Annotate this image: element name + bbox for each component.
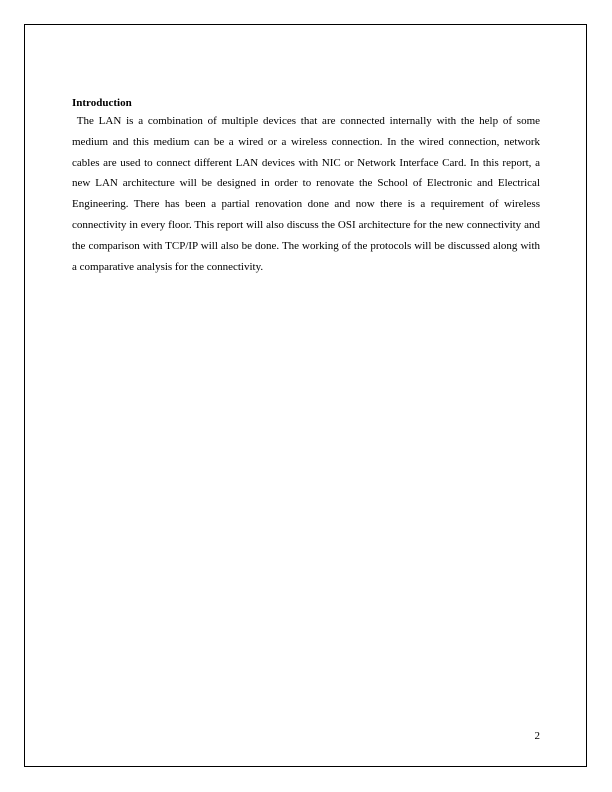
introduction-paragraph: The LAN is a combination of multiple devices that are connected internally with the help of some medium and this medium can be a wired or a wireless connection. In the wired connection, network cables are used to connect different LAN devices with NIC or Network Interface Card. In this report, a new LAN architecture will be designed in order to renovate the School of Electronic and Electrical Engineering. There has been a partial renovation done and now there is a requirement of wireless connectivity in every floor. This report will also discuss the OSI architecture for the new connectivity and the comparison with TCP/IP will also be done. The working of the protocols will be discussed along with a comparative analysis for the connectivity.	[72, 115, 543, 273]
section-heading: Introduction	[72, 97, 132, 109]
document-body	[72, 95, 543, 277]
page-number: 2	[534, 730, 540, 742]
